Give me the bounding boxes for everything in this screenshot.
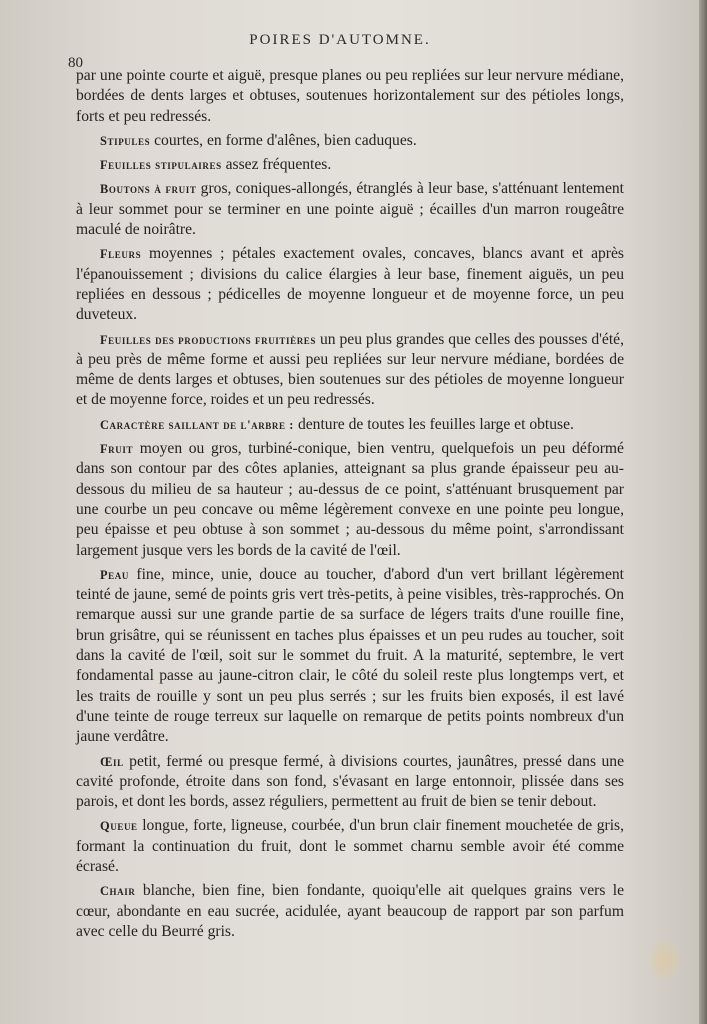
paragraph-caractere — [76, 415, 624, 435]
paragraph-text: petit, fermé ou presque fermé, à divisions courtes, jaunâtres, pressé dans une cavité profonde, étroite dans son fond, s'évasant en large entonnoir, plissée dans ses parois, et dont les bords, assez réguliers, permettent au fruit de bien se tenir debout. — [76, 752, 624, 811]
paragraph-lead: Fruit — [100, 442, 134, 457]
paragraph-boutons — [76, 179, 624, 240]
paragraph-stipules — [76, 131, 624, 151]
book-spine-shadow — [699, 0, 707, 1024]
page-body — [76, 66, 624, 946]
paragraph-text: par une pointe courte et aiguë, presque planes ou peu repliées sur leur nervure médiane, bordées de dents larges et obtuses, soutenues horizontalement sur des pétioles longs, forts et peu redressés. — [76, 67, 624, 125]
paper-stain — [650, 940, 680, 980]
paragraph-fleurs — [76, 244, 624, 325]
paragraph-lead: Œil — [100, 754, 124, 769]
paragraph-text: courtes, en forme d'alênes, bien caduques. — [154, 131, 417, 149]
paragraph-text: gros, coniques-allongés, étranglés à leur base, s'atténuant lentement à leur sommet pour se terminer en une pointe aiguë ; écailles d'un marron rougeâtre maculé de noirâtre. — [76, 180, 624, 239]
paragraph-lead: Chair — [100, 884, 136, 899]
paragraph-oeil — [76, 752, 624, 813]
paragraph-chair — [76, 881, 624, 942]
paragraph-peau — [76, 565, 624, 748]
paragraph-text: denture de toutes les feuilles large et obtuse. — [297, 415, 574, 433]
paragraph-queue — [76, 816, 624, 877]
paragraph-lead: Feuilles stipulaires — [100, 158, 222, 173]
paragraph-text: fine, mince, unie, douce au toucher, d'abord d'un vert brillant légèrement teinté de jaune, semé de points gris vert très-petits, à peine visibles, très-rapprochés. On remarque aussi sur une grande partie de sa surface de légers traits d'une rouille fine, brun grisâtre, qui se réunissent en taches plus épaisses et un peu rudes au toucher, soit dans la cavité de l'œil, soit sur le sommet du fruit. A la maturité, septembre, le vert fondamental passe au jaune-citron clair, le côté du soleil reste plus longtemps vert, et les traits de rouille y sont un peu plus serrés ; sur les fruits bien exposés, il est lavé d'une teinte de rouge terreux sur laquelle on remarque de petits points nombreux d'un jaune verdâtre. — [76, 565, 624, 746]
paragraph-text: assez fréquentes. — [225, 156, 332, 174]
paragraph-feuilles-productions — [76, 330, 624, 411]
paragraph-text: moyennes ; pétales exactement ovales, concaves, blancs avant et après l'épanouissement ; divisions du calice élargies à leur base, finement aiguës, un peu repliées en dessous ; pédicelles de moyenne longueur et de moyenne force, un peu duveteux. — [76, 245, 624, 324]
paragraph-fruit — [76, 439, 624, 561]
running-header: POIRES D'AUTOMNE. — [249, 32, 431, 48]
paragraph-feuilles-stipulaires — [76, 155, 624, 175]
paragraph-lead: Feuilles des productions fruitières — [100, 332, 317, 347]
paragraph-lead: Queue — [100, 819, 138, 834]
paragraph-text: moyen ou gros, turbiné-conique, bien ventru, quelquefois un peu déformé dans son contour par des côtes aplanies, atteignant sa plus grande épaisseur peu au-dessous du milieu de sa hauteur ; au-dessus de ce point, s'atténuant brusquement par une courbe un peu concave ou même légèrement convexe en une pointe peu longue, peu épaisse et peu obtuse à son sommet ; au-dessous du même point, s'arrondissant largement jusque vers les bords de la cavité de l'œil. — [76, 440, 624, 559]
paragraph-text: longue, forte, ligneuse, courbée, d'un brun clair finement mouchetée de gris, formant la continuation du fruit, dont le sommet charnu semble avoir été comme écrasé. — [76, 817, 624, 875]
paragraph-lead: Stipules — [100, 133, 151, 148]
paragraph-lead: Boutons à fruit — [100, 182, 197, 197]
paragraph-text: blanche, bien fine, bien fondante, quoiqu'elle ait quelques grains vers le cœur, abondante en eau sucrée, acidulée, ayant beaucoup de rapport par son parfum avec celle du Beurré gris. — [76, 882, 624, 940]
paragraph-lead: Fleurs — [100, 247, 142, 262]
page-number: 80 — [68, 55, 83, 71]
paragraph-lead: Peau — [100, 567, 129, 582]
paragraph-lead: Caractère saillant de l'arbre : — [100, 417, 295, 432]
paragraph-continuation — [76, 66, 624, 127]
paragraph-text: un peu plus grandes que celles des pousses d'été, à peu près de même forme et aussi peu repliées sur leur nervure médiane, bordées de même de dents larges et obtuses, bien soutenues sur des pétioles de moyenne longueur et de moyenne force, roides et un peu redressés. — [76, 330, 624, 409]
